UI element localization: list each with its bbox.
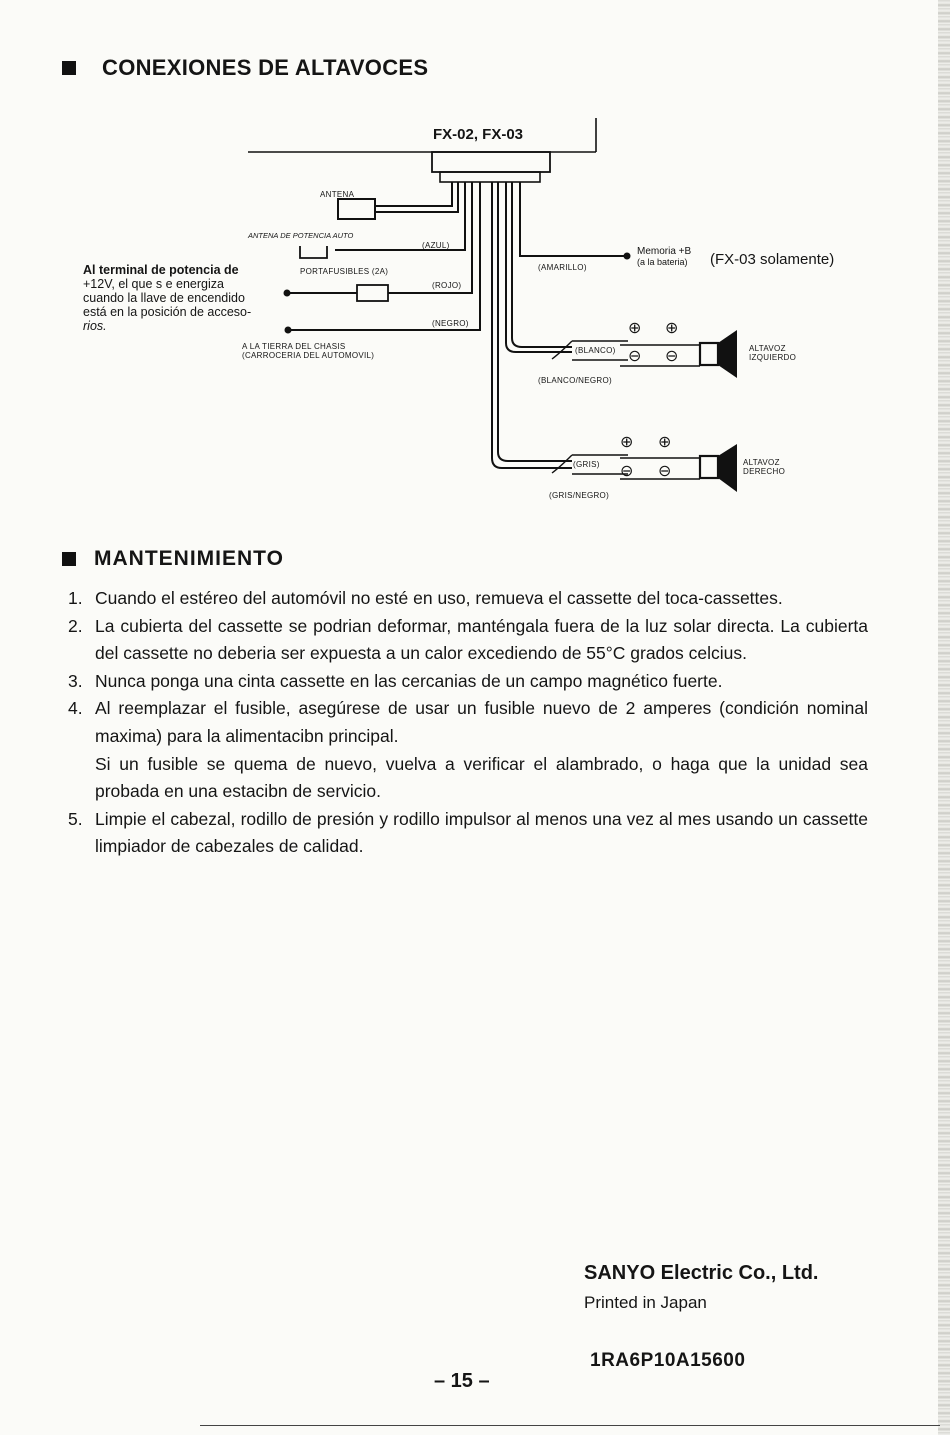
memory-note: (FX-03 solamente): [710, 251, 835, 268]
left-minus-2: ⊖: [665, 348, 679, 365]
memory-wire: [520, 182, 834, 272]
antenna-connector: [320, 182, 458, 219]
left-speaker-label-2: IZQUIERDO: [749, 353, 797, 362]
left-speaker-icon: [700, 330, 796, 378]
memory-label-1: Memoria +B: [637, 246, 692, 257]
right-speaker-label-2: DERECHO: [743, 467, 786, 476]
stereo-unit: [248, 118, 596, 182]
list-item: [68, 585, 868, 613]
maintenance-list: [68, 585, 868, 861]
left-minus-1: ⊖: [628, 348, 642, 365]
square-bullet-icon: [62, 552, 76, 566]
item-text: Nunca ponga una cinta cassette en las cercanias de un campo magnético fuerte.: [95, 670, 723, 691]
memory-label-2: (a la bateria): [637, 257, 688, 267]
item-text: Cuando el estéreo del automóvil no esté en uso, remueva el cassette del toca-cassettes.: [95, 588, 783, 608]
right-plus-2: ⊕: [658, 434, 672, 451]
section-title: MANTENIMIENTO: [94, 547, 284, 570]
item-number: 4.: [68, 698, 83, 719]
printed-note: Printed in Japan: [584, 1293, 707, 1312]
item-extra-text: Si un fusible se quema de nuevo, vuelva a verificar el alambrado, o haga que la unidad sea probada en una estacibn de servicio.: [95, 753, 868, 802]
bottom-rule: [200, 1425, 940, 1426]
right-speaker-icon: [700, 444, 785, 492]
item-text: La cubierta del cassette se podrian deformar, manténgala fuera de la luz solar directa. La cubierta del cassette no deberia ser expuesta a un calor excediendo de 55°C grados celcius.: [95, 615, 868, 664]
right-minus-1: ⊖: [620, 463, 634, 480]
item-number: 2.: [68, 615, 83, 636]
power-note-line-2: +12V, el que s e energiza: [83, 277, 224, 291]
white-black-wire-label: (BLANCO/NEGRO): [538, 376, 612, 385]
yellow-wire-label: (AMARILLO): [538, 263, 587, 272]
fuse-holder-label: PORTAFUSIBLES (2A): [300, 267, 389, 276]
section-heading-maintenance: [62, 547, 284, 571]
power-note-line-3: cuando la llave de encendido: [83, 291, 245, 305]
black-wire-label: (NEGRO): [432, 319, 469, 328]
list-item: [68, 695, 868, 805]
section-heading-connections: [62, 55, 428, 81]
gray-wire-label: (GRIS): [573, 460, 600, 469]
model-label: FX-02, FX-03: [433, 126, 524, 143]
white-wire-label: (BLANCO): [575, 346, 616, 355]
power-note-line-1: Al terminal de potencia de: [83, 263, 239, 277]
item-text: Al reemplazar el fusible, asegúrese de usar un fusible nuevo de 2 amperes (condición nominal maxima) para la alimentacibn principal.: [95, 698, 868, 746]
section-title: CONEXIONES DE ALTAVOCES: [102, 55, 429, 80]
power-note-line-4: está en la posición de acceso-: [83, 305, 252, 319]
company-name: SANYO Electric Co., Ltd.: [584, 1262, 819, 1284]
power-antenna-label: ANTENA DE POTENCIA AUTO: [248, 231, 354, 240]
gray-black-wire-label: (GRIS/NEGRO): [549, 491, 610, 500]
item-number: 5.: [68, 808, 83, 829]
power-terminal-note: [83, 263, 251, 333]
left-speaker-label-1: ALTAVOZ: [749, 344, 786, 353]
right-minus-2: ⊖: [658, 463, 672, 480]
page-number: – 15 –: [434, 1370, 490, 1392]
list-item: [68, 613, 868, 668]
left-plus-2: ⊕: [665, 320, 679, 337]
power-note-line-5: rios.: [83, 319, 107, 333]
list-item: [68, 806, 868, 861]
speaker-wiring-diagram: [0, 110, 900, 520]
item-number: 1.: [68, 588, 83, 608]
document-code: 1RA6P10A15600: [590, 1350, 746, 1371]
list-item: [68, 668, 868, 696]
square-bullet-icon: [62, 61, 76, 75]
ground-label-1: A LA TIERRA DEL CHASIS: [242, 342, 346, 351]
red-wire-label: (ROJO): [432, 281, 462, 290]
blue-wire-label: (AZUL): [422, 241, 450, 250]
left-speaker-wires: [506, 182, 700, 385]
item-text: Limpie el cabezal, rodillo de presión y rodillo impulsor al menos una vez al mes usando un cassette limpiador de cabezales de calidad.: [95, 808, 868, 857]
left-plus-1: ⊕: [628, 320, 642, 337]
ground-label-2: (CARROCERIA DEL AUTOMOVIL): [242, 351, 375, 360]
scan-edge: [938, 0, 950, 1435]
antenna-label: ANTENA: [320, 190, 355, 199]
item-number: 3.: [68, 670, 83, 691]
right-plus-1: ⊕: [620, 434, 634, 451]
right-speaker-label-1: ALTAVOZ: [743, 458, 780, 467]
